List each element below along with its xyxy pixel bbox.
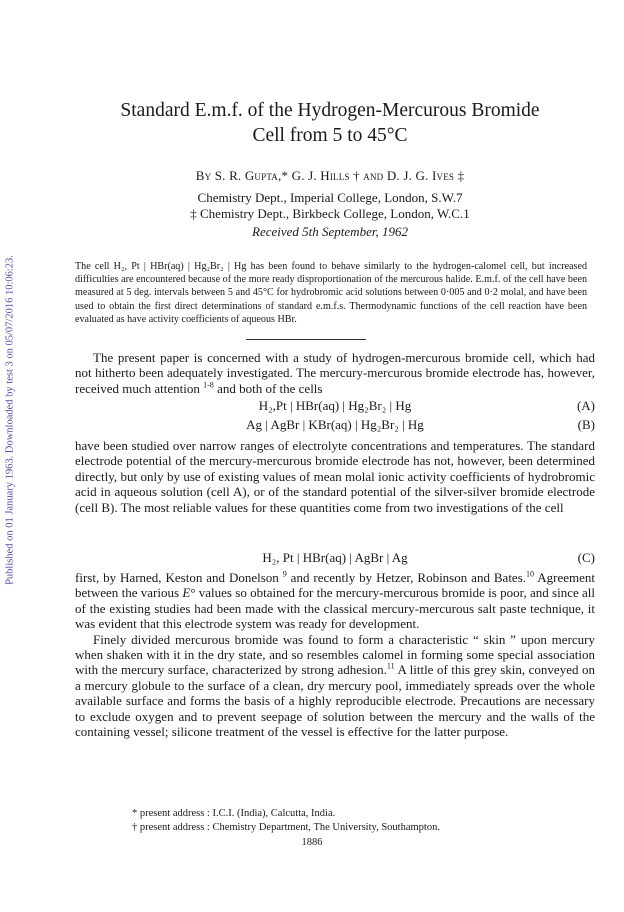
para3-text-b: and recently by Hetzer, Robinson and Bates. (290, 570, 527, 585)
equation-a-tag: (A) (576, 398, 595, 413)
paragraph-4 (75, 632, 595, 740)
para2-text: have been studied over narrow ranges of electrolyte concentrations and temperatures. The standard electrode potential of the mercury-mercurous bromide electrode has not, however, been determined directly, but only by use of existing values of mean molal ionic activity coefficients of hydrobromic acid in aqueous solution (cell A), or of the standard potential of the silver-silver bromide electrode (cell B). The most reliable values for these quantities come from two investigations of the cell (75, 438, 595, 515)
author-mark-3: ‡ (457, 168, 465, 183)
abstract: The cell H₂, Pt | HBr(aq) | Hg₂Br₂ | Hg has been found to behave similarly to the hydrogen-calomel cell, but increased difficulties are encountered because of the more ready disproportionation of the mercurous halide. E.m.f. of the cell have been measured at 5 deg. intervals between 5 and 45°C for hydrobromic acid solutions between 0·005 and 0·2 molal, and have been used to obtain the first direct determinations of standard e.m.f.s. Thermodynamic functions of the cell reaction have been evaluated as have activity coefficients of aqueous HBr. (75, 261, 587, 325)
footnote-2: † present address : Chemistry Department, The University, Southampton. (132, 822, 440, 833)
received-date: Received 5th September, 1962 (252, 224, 408, 239)
author-ives: D. J. G. Ives (386, 168, 455, 183)
para3-text-a: first, by Harned, Keston and Donelson (75, 570, 279, 585)
by-label: By (195, 168, 212, 183)
equation-c-expression: H₂, Pt | HBr(aq) | AgBr | Ag (262, 550, 408, 565)
author-line (60, 168, 600, 184)
ref-11: 11 (386, 662, 395, 672)
paragraph-1 (75, 350, 595, 396)
author-mark-1: * (281, 168, 289, 183)
para1-text-b: and both of the cells (217, 380, 323, 396)
paper-title (60, 98, 600, 148)
affiliation-birkbeck: ‡ Chemistry Dept., Birkbeck College, London, W.C.1 (190, 206, 470, 221)
download-sidebar (2, 110, 18, 730)
para4-text-a: Finely divided mercurous bromide was found to form a characteristic “ skin ” upon mercury when shaken with it in the dry state, and so resembles calomel in forming some special association with the mercury surface, characterized by strong adhesion. (75, 631, 595, 678)
ref-9: 9 (282, 569, 287, 579)
para3-text-d: values so obtained for the mercury-mercurous bromide is poor, and since all of the existing studies had been made with the classical mercury-mercurous salt paste technique, it was evident that this electrode system was ready for development. (75, 585, 596, 632)
para1-text-a: The present paper is concerned with a study of hydrogen-mercurous bromide cell, which had not hitherto been adequately investigated. The mercury-mercurous bromide electrode has, however, received much attention (75, 350, 595, 396)
equation-a-expression: H₂,Pt | HBr(aq) | Hg₂Br₂ | Hg (258, 398, 412, 413)
author-hills: G. J. Hills (291, 168, 350, 183)
ref-1-8: 1-8 (203, 380, 214, 390)
symbol-e: E (182, 585, 191, 601)
footnote-1: * present address : I.C.I. (India), Calcutta, India. (132, 808, 336, 819)
ref-10: 10 (526, 569, 535, 579)
equation-b-expression: Ag | AgBr | KBr(aq) | Hg₂Br₂ | Hg (246, 417, 424, 432)
and-label: and (363, 168, 384, 183)
para3-text-c: Agreement between the various (75, 570, 595, 601)
title-line-1: Standard E.m.f. of the Hydrogen-Mercurous Bromide (120, 100, 540, 121)
download-notice: Published on 01 January 1963. Downloaded by test 3 on 05/07/2016 10:06:23. (4, 255, 16, 585)
equation-c (75, 550, 595, 566)
author-gupta: S. R. Gupta, (214, 168, 282, 183)
equation-b (75, 417, 595, 433)
affiliation-imperial: Chemistry Dept., Imperial College, London, S.W.7 (197, 190, 463, 205)
para4-text-b: A little of this grey skin, conveyed on a mercury globule to the surface of a clean, dry mercury pool, immediately spreads over the whole available surface and forms the basis of a highly reproducible electrode. Precautions are necessary to exclude oxygen and to prevent seepage of solution between the mercury and the walls of the containing vessel; silicone treatment of the vessel is effective for the latter purpose. (75, 662, 595, 740)
symbol-degree: ° (190, 585, 196, 601)
paragraph-3 (75, 570, 595, 739)
equation-c-tag: (C) (577, 550, 595, 565)
page-number: 1886 (301, 837, 323, 848)
title-line-2: Cell from 5 to 45°C (252, 125, 408, 146)
paragraph-2 (75, 438, 595, 515)
author-mark-2: † (353, 168, 360, 183)
equation-b-tag: (B) (577, 417, 595, 432)
equation-a (75, 398, 595, 414)
section-divider (246, 339, 366, 340)
